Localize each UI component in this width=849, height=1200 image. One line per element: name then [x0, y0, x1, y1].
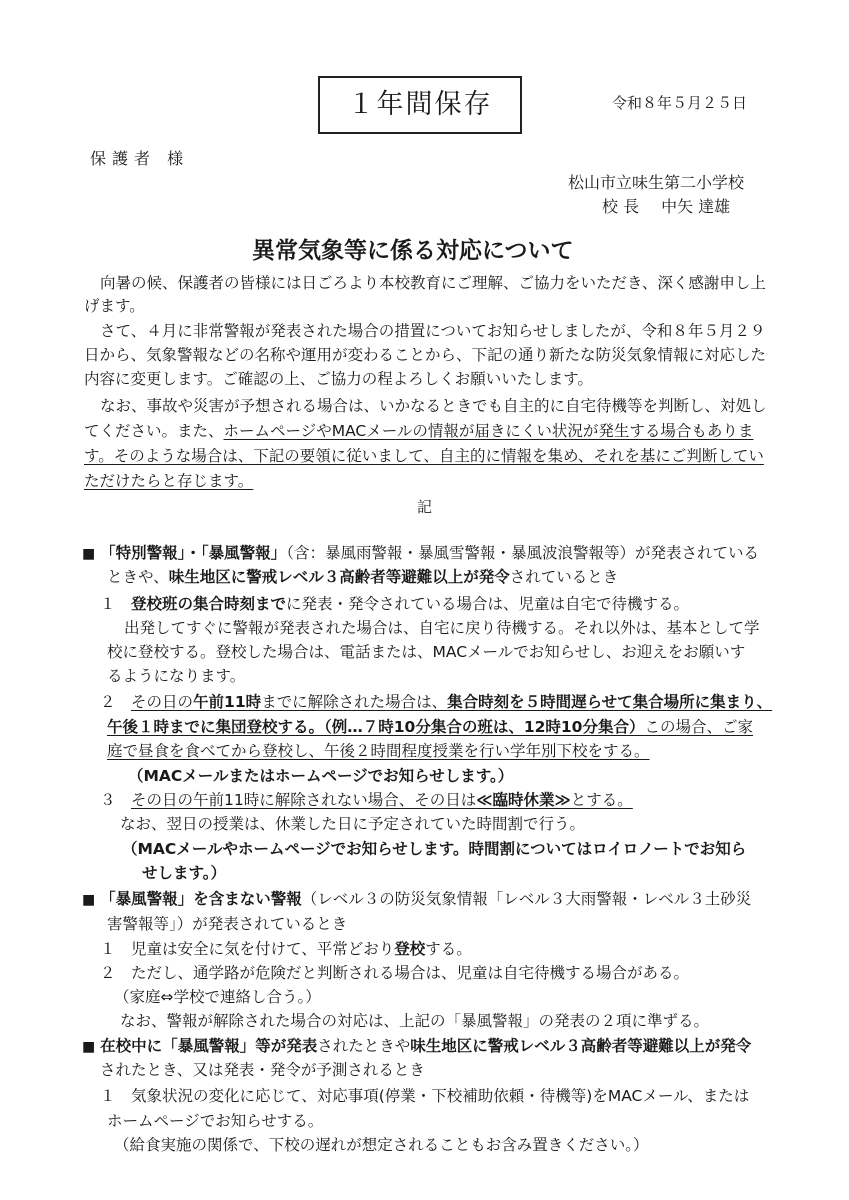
- intro-line: 内容に変更します。ご確認の上、ご協力の程よろしくお願いいたします。: [84, 370, 594, 388]
- intro-line: さて、４月に非常警報が発表された場合の措置についてお知らせしましたが、令和８年５月２９: [100, 322, 766, 340]
- section1-item-2-text: 庭で昼食を食べてから登校し、午後２時間程度授業を行い学年別下校をする。: [107, 742, 650, 760]
- intro-line: 日から、気象警報などの名称や運用が変わることから、下記の通り新たな防災気象情報に対応した: [84, 346, 767, 364]
- section3-item-1-note: （給食実施の関係で、下校の遅れが想定されることもお含み置きください。）: [114, 1136, 649, 1154]
- section3-item-1: １ 気象状況の変化に応じて、対応事項(停業・下校補助依頼・待機等)をMACメール、または: [100, 1087, 750, 1105]
- section1-item-2: ２ その日の午前11時までに解除された場合は、集合時刻を５時間遅らせて集合場所に集まり、: [100, 693, 773, 711]
- section2-heading: ■ 「暴風警報」を含まない警報（レベル３の防災気象情報「レベル３大雨警報・レベル３土砂災: [82, 890, 752, 908]
- retention-notice-box: １年間保存: [318, 76, 522, 134]
- section1-item-1-text: 校に登校する。登校した場合は、電話または、MACメールでお知らせし、お迎えをお願いす: [107, 643, 746, 661]
- section2-item-1: １ 児童は安全に気を付けて、平常どおり登校する。: [100, 940, 472, 958]
- section1-item-3-note: せします。）: [142, 864, 227, 882]
- ki-marker: 記: [417, 498, 433, 516]
- intro-line: なお、事故や災害が予想される場合は、いかなるときでも自主的に自宅待機等を判断し、対処し: [100, 397, 767, 415]
- intro-line: す。そのような場合は、下記の要領に従いまして、自主的に情報を集め、それを基にご判断してい: [84, 447, 764, 465]
- section3-heading: ■ 在校中に「暴風警報」等が発表されたときや味生地区に警戒レベル３高齢者等避難以上が発令: [82, 1037, 752, 1055]
- section2-item-2-note: （家庭⇔学校で連絡し合う。）: [114, 988, 321, 1006]
- section1-item-3-text: なお、翌日の授業は、休業した日に予定されていた時間割で行う。: [120, 815, 586, 833]
- principal-title: 校 長: [602, 197, 640, 216]
- section1-item-1-text: 出発してすぐに警報が発表された場合は、自宅に戻り待機する。それ以外は、基本として学: [124, 619, 760, 637]
- section2-item-2-text: なお、警報が解除された場合の対応は、上記の「暴風警報」の発表の２項に準ずる。: [120, 1012, 710, 1030]
- square-bullet-icon: ■: [82, 1039, 96, 1055]
- intro-line: てください。また、ホームページやMACメールの情報が届きにくい状況が発生する場合もありま: [84, 422, 754, 440]
- section3-heading-cont: されたとき、又は発表・発令が予測されるとき: [100, 1061, 425, 1079]
- principal: [602, 194, 730, 217]
- principal-name: 中矢 達雄: [661, 197, 731, 216]
- section1-heading-cont: ときや、味生地区に警戒レベル３高齢者等避難以上が発令されているとき: [107, 568, 619, 586]
- section1-item-1: １ 登校班の集合時刻までに発表・発令されている場合は、児童は自宅で待機する。: [100, 595, 690, 613]
- section1-item-3: ３ その日の午前11時に解除されない場合、その日は≪臨時休業≫とする。: [100, 791, 633, 809]
- section2-heading-cont: 害警報等」）が発表されているとき: [107, 915, 348, 933]
- addressee: 保護者 様: [90, 149, 190, 168]
- page-title: 異常気象等に係る対応について: [252, 238, 574, 264]
- intro-line: げます。: [84, 297, 145, 315]
- section3-item-1-text: ホームページでお知らせする。: [107, 1112, 324, 1130]
- square-bullet-icon: ■: [82, 892, 96, 908]
- section1-item-3-note: （MACメールやホームページでお知らせします。時間割についてはロイロノートでお知ら: [122, 840, 747, 858]
- intro-line: 向暑の候、保護者の皆様には日ごろより本校教育にご理解、ご協力をいただき、深く感謝申し上: [100, 274, 766, 292]
- school-name: 松山市立味生第二小学校: [568, 173, 745, 192]
- section2-item-2: ２ ただし、通学路が危険だと判断される場合は、児童は自宅待機する場合がある。: [100, 964, 690, 982]
- intro-line: ただけたらと存じます。: [84, 472, 254, 490]
- issue-date: 令和８年５月２５日: [612, 94, 748, 112]
- section1-heading: ■ 「特別警報」・「暴風警報」（含：暴風雨警報・暴風雪警報・暴風波浪警報等）が発表されている: [82, 544, 759, 562]
- section1-item-1-text: るようになります。: [107, 667, 246, 685]
- section1-item-2-text: 午後１時までに集団登校する。（例…７時10分集合の班は、12時10分集合）この場合、ご家: [107, 718, 753, 736]
- square-bullet-icon: ■: [82, 546, 96, 562]
- section1-item-2-note: （MACメールまたはホームページでお知らせします。）: [128, 767, 514, 785]
- underlined-warning: ホームページやMACメールの情報が届きにくい状況が発生する場合もありま: [223, 422, 754, 440]
